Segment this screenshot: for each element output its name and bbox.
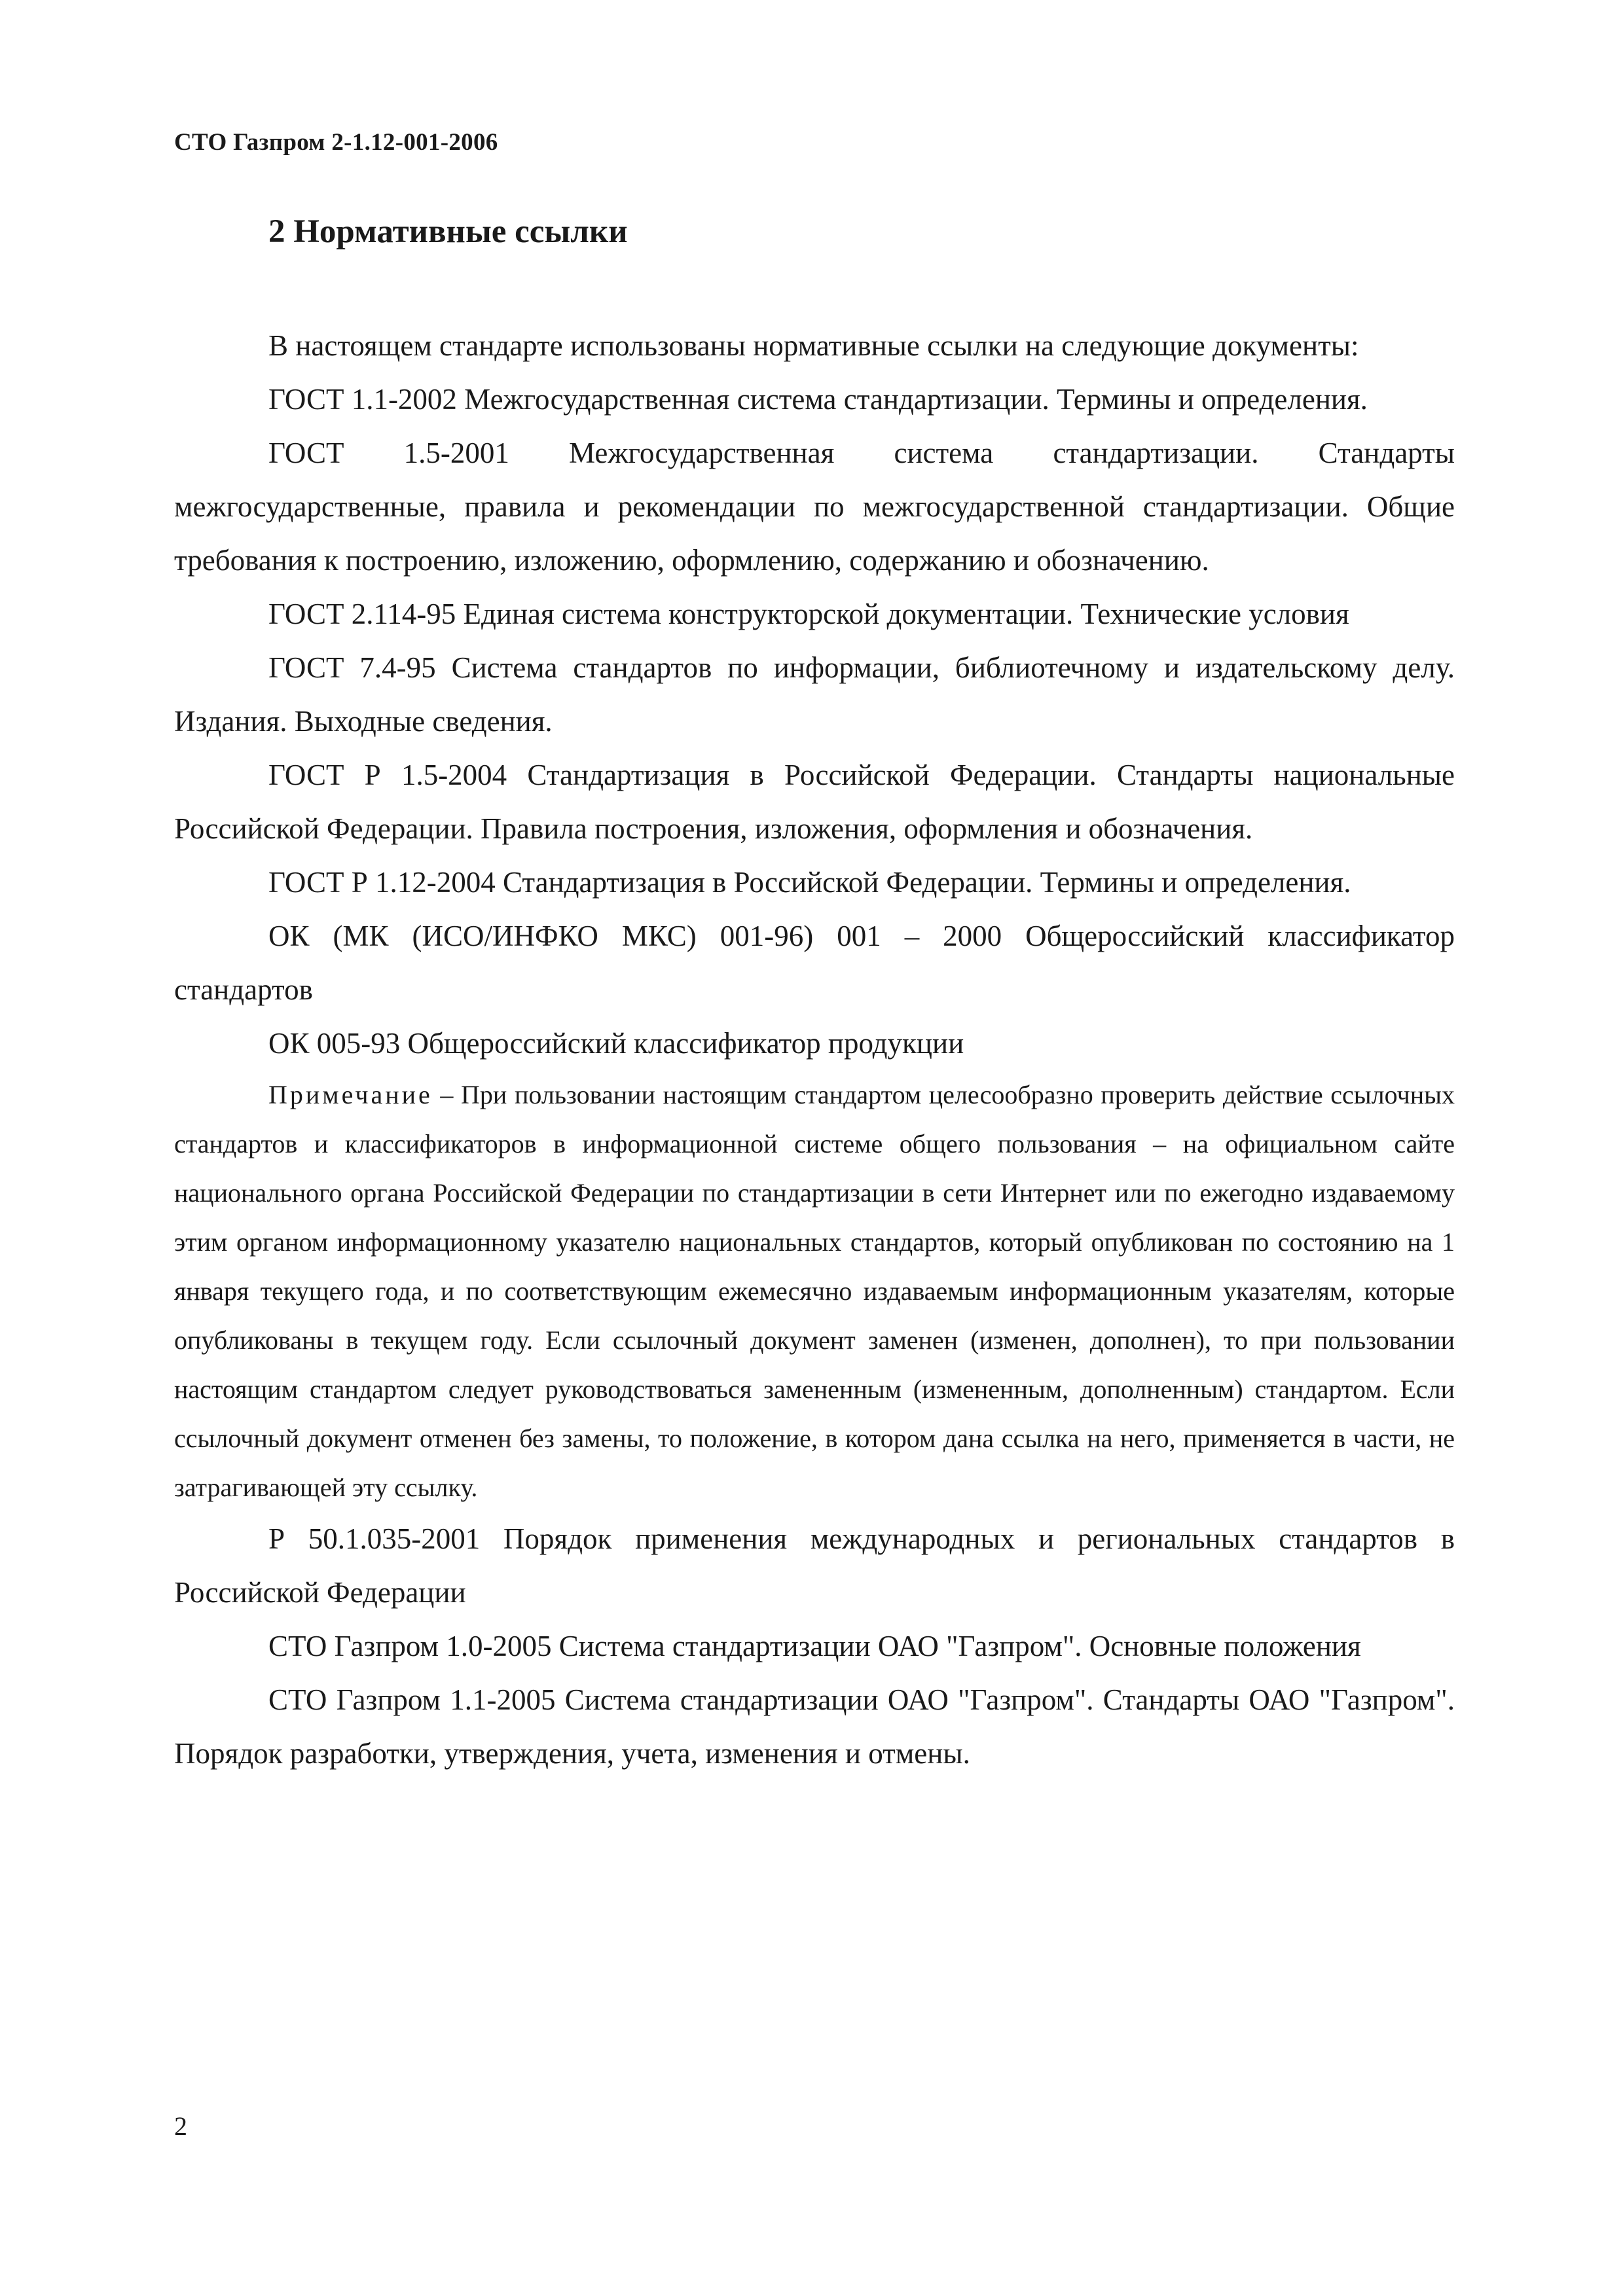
- document-header-code: СТО Газпром 2-1.12-001-2006: [174, 129, 498, 156]
- page-number: 2: [174, 2111, 187, 2141]
- note-text: При пользовании настоящим стандартом целесообразно проверить действие ссылочных стандартов и классификаторов в информационной системе общего пользования – на официальном сайте национального органа Российской Федерации по стандартизации в сети Интернет или по ежегодно издаваемому этим органом информационному указателю национальных стандартов, который опубликован по состоянию на 1 января текущего года, и по соответствующим ежемесячно издаваемым информационным указателям, которые опубликованы в текущем году. Если ссылочный документ заменен (изменен, дополнен), то при пользовании настоящим стандартом следует руководствоваться замененным (измененным, дополненным) стандартом. Если ссылочный документ отменен без замены, то положение, в котором дана ссылка на него, применяется в части, не затрагивающей эту ссылку.: [174, 1080, 1455, 1502]
- reference-sto-1-0: СТО Газпром 1.0-2005 Система стандартизации ОАО "Газпром". Основные положения: [268, 1630, 1361, 1662]
- reference-gost-r-1-12: ГОСТ Р 1.12-2004 Стандартизация в Российской Федерации. Термины и определения.: [268, 866, 1351, 899]
- reference-sto-1-1: СТО Газпром 1.1-2005 Система стандартизации ОАО "Газпром". Стандарты ОАО "Газпром". Порядок разработки, утверждения, учета, изменения и отмены.: [174, 1683, 1455, 1770]
- reference-gost-1-5: ГОСТ 1.5-2001 Межгосударственная система стандартизации. Стандарты межгосударственные, правила и рекомендации по межгосударственной стандартизации. Общие требования к построению, изложению, оформлению, содержанию и обозначению.: [174, 437, 1455, 577]
- section-title: 2 Нормативные ссылки: [268, 213, 628, 250]
- reference-gost-2-114: ГОСТ 2.114-95 Единая система конструкторской документации. Технические условия: [268, 598, 1349, 630]
- reference-r-50-1-035: Р 50.1.035-2001 Порядок применения международных и региональных стандартов в Российской Федерации: [174, 1522, 1455, 1609]
- note-dash: –: [432, 1080, 462, 1109]
- note-label: Примечание: [268, 1080, 433, 1109]
- reference-gost-1-1: ГОСТ 1.1-2002 Межгосударственная система стандартизации. Термины и определения.: [268, 383, 1368, 416]
- reference-ok-005: ОК 005-93 Общероссийский классификатор продукции: [268, 1027, 964, 1060]
- paragraph-intro: В настоящем стандарте использованы нормативные ссылки на следующие документы:: [268, 329, 1359, 362]
- reference-gost-7-4: ГОСТ 7.4-95 Система стандартов по информации, библиотечному и издательскому делу. Издания. Выходные сведения.: [174, 651, 1455, 738]
- note-paragraph: [174, 1070, 1455, 1512]
- reference-ok-001: ОК (МК (ИСО/ИНФКО МКС) 001-96) 001 – 2000 Общероссийский классификатор стандартов: [174, 920, 1455, 1006]
- reference-gost-r-1-5: ГОСТ Р 1.5-2004 Стандартизация в Российской Федерации. Стандарты национальные Российской Федерации. Правила построения, изложения, оформления и обозначения.: [174, 759, 1455, 845]
- section-body: [174, 319, 1455, 1780]
